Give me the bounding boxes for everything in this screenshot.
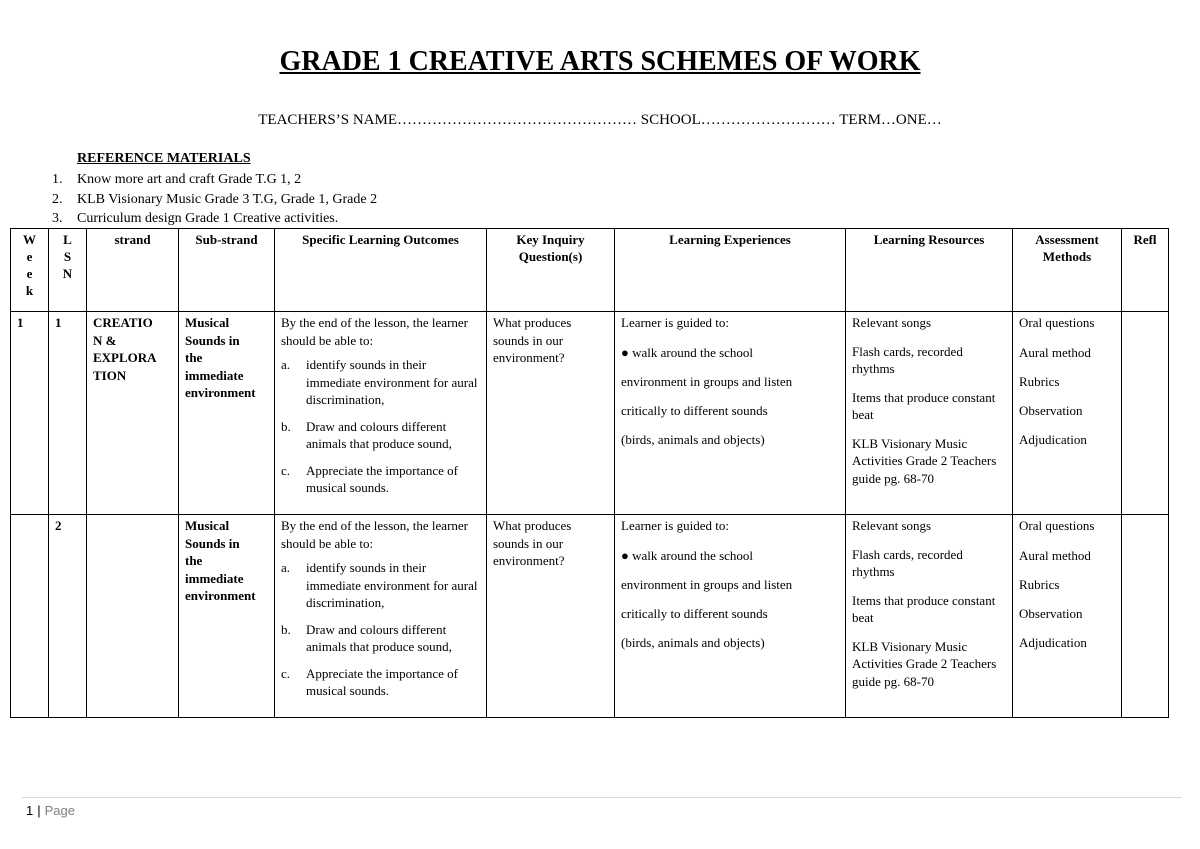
page-label: Page xyxy=(44,803,75,818)
list-item: a. identify sounds in their immediate environment for aural discrimination, xyxy=(281,357,478,407)
header-specific-learning-outcomes: Specific Learning Outcomes xyxy=(275,229,487,312)
learning-experiences-cell: Learner is guided to: ● walk around the school environment in groups and listen critically to different sounds (birds, animals and objects) xyxy=(615,312,846,515)
header-assessment-methods: Assessment Methods xyxy=(1013,229,1122,312)
substrand-cell: Musical Sounds in the immediate environment xyxy=(179,312,275,515)
substrand-cell: Musical Sounds in the immediate environment xyxy=(179,515,275,718)
week-cell: 1 xyxy=(11,312,49,515)
reference-materials-heading: REFERENCE MATERIALS xyxy=(77,151,251,166)
learning-outcomes-cell xyxy=(275,515,487,718)
header-lsn: L S N xyxy=(49,229,87,312)
page-footer xyxy=(26,803,75,818)
reflection-cell xyxy=(1122,515,1169,718)
reference-item xyxy=(52,170,377,190)
outcomes-intro: By the end of the lesson, the learner should be able to: xyxy=(281,315,468,348)
learning-outcomes-cell xyxy=(275,312,487,515)
week-cell xyxy=(11,515,49,718)
reference-number: 2. xyxy=(52,191,63,207)
reference-text: KLB Visionary Music Grade 3 T.G, Grade 1, Grade 2 xyxy=(77,191,378,207)
lesson-cell: 1 xyxy=(49,312,87,515)
reference-list xyxy=(52,170,377,229)
page-number: 1 xyxy=(26,803,34,818)
outcomes-list xyxy=(281,559,480,700)
learning-resources-cell: Relevant songs Flash cards, recorded rhythms Items that produce constant beat KLB Visionary Music Activities Grade 2 Teachers guide pg. 68-70 xyxy=(846,515,1013,718)
scheme-of-work-table xyxy=(10,228,1169,718)
header-learning-experiences: Learning Experiences xyxy=(615,229,846,312)
page-title: GRADE 1 CREATIVE ARTS SCHEMES OF WORK xyxy=(279,46,921,77)
header-row xyxy=(11,229,1169,312)
header-reflection: Refl xyxy=(1122,229,1169,312)
reference-item xyxy=(52,209,377,229)
footer-divider xyxy=(22,797,1182,798)
reflection-cell xyxy=(1122,312,1169,515)
table-row xyxy=(11,312,1169,515)
list-item: c. Appreciate the importance of musical sounds. xyxy=(281,462,458,495)
assessment-methods-cell: Oral questions Aural method Rubrics Observation Adjudication xyxy=(1013,515,1122,718)
learning-experiences-cell: Learner is guided to: ● walk around the school environment in groups and listen critically to different sounds (birds, animals and objects) xyxy=(615,515,846,718)
header-strand: strand xyxy=(87,229,179,312)
reference-number: 3. xyxy=(52,211,63,226)
reference-text: Curriculum design Grade 1 Creative activities. xyxy=(77,211,339,226)
reference-item xyxy=(52,190,377,210)
learning-resources-cell: Relevant songs Flash cards, recorded rhythms Items that produce constant beat KLB Visionary Music Activities Grade 2 Teachers guide pg. 68-70 xyxy=(846,312,1013,515)
reference-number: 1. xyxy=(52,172,63,187)
footer-separator: | xyxy=(37,803,41,818)
list-item: b. Draw and colours different animals that produce sound, xyxy=(281,418,452,451)
list-item: b. Draw and colours different animals that produce sound, xyxy=(281,621,452,654)
header-learning-resources: Learning Resources xyxy=(846,229,1013,312)
lesson-cell: 2 xyxy=(49,515,87,718)
assessment-methods-cell: Oral questions Aural method Rubrics Observation Adjudication xyxy=(1013,312,1122,515)
outcomes-list xyxy=(281,356,480,497)
strand-cell: CREATIO N & EXPLORA TION xyxy=(87,312,179,515)
table-row xyxy=(11,515,1169,718)
list-item: c. Appreciate the importance of musical sounds. xyxy=(281,665,458,698)
header-substrand: Sub-strand xyxy=(179,229,275,312)
outcomes-intro: By the end of the lesson, the learner should be able to: xyxy=(281,518,468,551)
strand-cell xyxy=(87,515,179,718)
header-key-inquiry-questions: Key Inquiry Question(s) xyxy=(487,229,615,312)
key-inquiry-cell: What produces sounds in our environment? xyxy=(487,312,615,515)
teacher-school-term-line: TEACHERS’S NAME………………………………………… SCHOOL……………………… TERM…ONE… xyxy=(258,112,942,128)
reference-text: Know more art and craft Grade T.G 1, 2 xyxy=(77,172,302,187)
list-item: a. identify sounds in their immediate environment for aural discrimination, xyxy=(281,560,478,610)
header-week: W e e k xyxy=(11,229,49,312)
key-inquiry-cell: What produces sounds in our environment? xyxy=(487,515,615,718)
